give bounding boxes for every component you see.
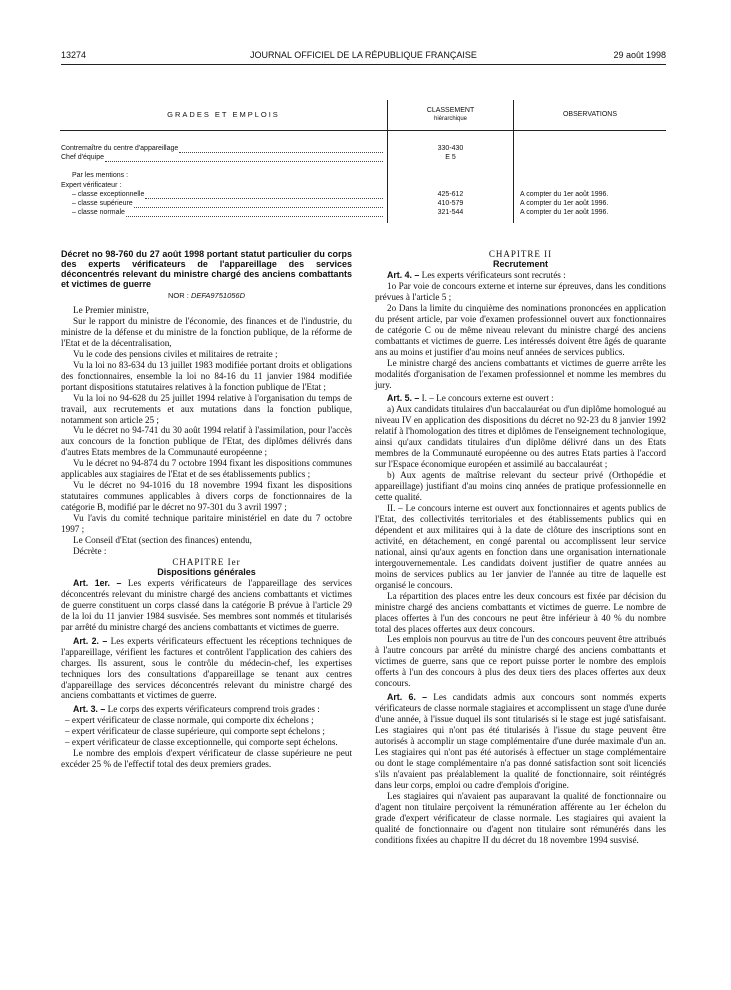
paragraph: Le ministre chargé des anciens combattants et victimes de guerre arrête les modalités d'organisation de l'examen professionnel et nomme les membres du jury. — [375, 357, 666, 390]
paragraph: Vu le code des pensions civiles et militaires de retraite ; — [73, 348, 278, 359]
chapter-heading: CHAPITRE II — [488, 249, 553, 259]
article-2: Art. 2. – Les experts vérificateurs effectuent les réceptions techniques de l'appareillage, vérifient les factures et contrôlent l'application des cahiers des charges. Ils assurent, sous le contrôle du médecin-chef, les expertises techniques lors des consultations d'appareillage se tenant aux centres d'appareillage des services déconcentrés relevant du ministre chargé des anciens combattants et victimes de guerre. — [61, 635, 352, 701]
paragraph: La répartition des places entre les deux concours est fixée par décision du ministre chargé des anciens combattants et victimes de guerre. Le nombre de places offertes à l'un des concours ne peut être inférieur à 40 % du nombre total des places offertes aux deux concours. — [375, 590, 666, 634]
grades-labels — [60, 131, 388, 224]
list-item: – expert vérificateur de classe exceptionnelle, qui comporte sept échelons. — [75, 737, 352, 748]
table-row-label: – classe exceptionnelle — [60, 190, 387, 199]
paragraph: Vu le décret no 94-874 du 7 octobre 1994 fixant les dispositions communes applicables aux stagiaires de l'Etat et de ses établissements publics ; — [61, 458, 352, 480]
paragraph: Le Conseil d'Etat (section des finances) entendu, — [73, 535, 252, 546]
nor-label: NOR : — [168, 291, 189, 300]
paragraph: 2o Dans la limite du cinquième des nominations prononcées en application du présent article, par voie d'examen professionnel ouvert aux fonctionnaires de catégorie C ou de même niveau relevant du ministre chargé des anciens combattants et victimes de guerre. Les intéressés doivent être âgés de quarante ans au moins et justifier d'au moins neuf années de services publics. — [375, 302, 666, 357]
paragraph: Sur le rapport du ministre de l'économie, des finances et de l'industrie, du ministre de la défense et du ministre de la fonction publique, de la réforme de l'Etat et de la décentralisation, — [61, 315, 352, 348]
header-rule — [61, 64, 666, 65]
col-header-grades: GRADES ET EMPLOIS — [60, 100, 388, 131]
table-row-class: 410-579 — [437, 199, 464, 207]
article-label: Art. 6. – — [387, 692, 428, 703]
paragraph: a) Aux candidats titulaires d'un baccalauréat ou d'un diplôme homologué au niveau IV en application des dispositions du décret no 92-23 du 8 janvier 1992 relatif à l'homologation des titres et diplômes de l'enseignement technologique, ainsi qu'aux candidats titulaires d'un diplôme délivré dans un des Etats membres de la Communauté européenne ou des autres Etats parties à l'accord sur l'Espace économique européen et assimilé au baccalauréat ; — [375, 404, 666, 470]
chapter-title: Recrutement — [492, 259, 548, 269]
article-label: Art. 1er. – — [73, 577, 122, 588]
paragraph: Le nombre des emplois d'expert vérificateur de classe supérieure ne peut excéder 25 % de l'effectif total des deux premiers grades. — [61, 748, 352, 770]
grades-classes — [388, 131, 514, 224]
table-row-class: 330-430 — [437, 145, 464, 152]
paragraph: Les stagiaires qui n'avaient pas auparavant la qualité de fonctionnaire ou d'agent non titulaire perçoivent la rémunération afférente au 1er échelon du grade d'expert vérificateur de classe normale. Les stagiaires qui avaient la qualité de fonctionnaire ou d'agent non titulaire sont rémunérés dans les conditions fixées au chapitre II du décret du 18 novembre 1994 susvisé. — [375, 790, 666, 845]
decree-title: Décret no 98-760 du 27 août 1998 portant statut particulier du corps des experts vérificateurs de l'appareillage des services déconcentrés relevant du ministre chargé des anciens combattants et victimes de guerre — [61, 249, 352, 289]
grades-table — [60, 100, 666, 223]
col-header-class-sub: hiérarchique — [433, 116, 468, 122]
table-row-label: – classe supérieure — [60, 199, 387, 208]
paragraph: Vu la loi no 83-634 du 13 juillet 1983 modifiée portant droits et obligations des fonctionnaires, ensemble la loi no 84-16 du 11 janvier 1984 modifiée portant dispositions statutaires relatives à la fonction publique de l'Etat ; — [61, 359, 352, 392]
article-6: Art. 6. – Les candidats admis aux concours sont nommés experts vérificateurs de classe normale stagiaires et accomplissent un stage d'une durée d'une année, à l'issue duquel ils sont titularisés si le stage est jugé satisfaisant. Les stagiaires qui n'ont pas été titularisés à l'issue du stage peuvent être autorisés à accomplir un stage complémentaire d'une durée maximale d'un an. Les stagiaires qui n'ont pas été autorisés à effectuer un stage complémentaire ou dont le stage complémentaire n'a pas donné satisfaction sont soit licenciés s'ils n'avaient pas préalablement la qualité de fonctionnaire, soit réintégrés dans leur corps, emploi ou cadre d'emplois d'origine. — [375, 692, 666, 790]
issue-date: 29 août 1998 — [613, 50, 666, 60]
col-header-class — [388, 100, 514, 131]
paragraph: Vu le décret no 94-1016 du 18 novembre 1994 fixant les dispositions statutaires communes applicables à divers corps de fonctionnaires de la catégorie B, modifié par le décret no 97-301 du 3 avril 1997 ; — [61, 480, 352, 513]
article-1: Art. 1er. – Les experts vérificateurs de l'appareillage des services déconcentrés relevant du ministre chargé des anciens combattants et victimes de guerre constituent un corps classé dans la catégorie B prévue à l'article 29 de la loi du 11 janvier 1984 susvisée. Ses membres sont nommés et titularisés par arrêté du ministre chargé des anciens combattants et victimes de guerre. — [61, 577, 352, 632]
table-row-obs: A compter du 1er août 1996. — [520, 209, 609, 217]
table-row-class: 321-544 — [437, 209, 464, 217]
article-label: Art. 3. – — [73, 704, 106, 715]
grades-observations — [514, 131, 667, 224]
grade-list — [61, 715, 352, 748]
article-4: Art. 4. – Les experts vérificateurs sont recrutés : — [387, 270, 566, 280]
right-column — [375, 249, 666, 846]
paragraph: 1o Par voie de concours externe et interne sur épreuves, dans les conditions prévues à l'article 5 ; — [375, 280, 666, 302]
table-row-class: E 5 — [445, 154, 456, 162]
paragraph: Vu le décret no 94-741 du 30 août 1994 relatif à l'assimilation, pour l'accès aux concours de la fonction publique de l'Etat, des diplômes délivrés dans d'autres Etats membres de la Communauté européenne ; — [61, 425, 352, 458]
table-row-label: Contremaître du centre d'appareillage — [60, 144, 387, 153]
page-header — [61, 50, 666, 64]
table-row-label: Chef d'équipe — [60, 153, 387, 162]
article-label: Art. 5. – — [387, 393, 420, 404]
paragraph: Les emplois non pourvus au titre de l'un des concours peuvent être attribués à l'autre concours par arrêté du ministre chargé des anciens combattants et victimes de guerre, sans que ce report puisse porter le nombre des emplois offerts à l'un des concours à plus des deux tiers des places offertes aux deux concours. — [375, 634, 666, 689]
article-label: Art. 4. – — [387, 270, 420, 280]
table-row-label: Expert vérificateur : — [61, 181, 122, 189]
list-item: – expert vérificateur de classe supérieure, qui comporte sept échelons ; — [75, 726, 352, 737]
paragraph: b) Aux agents de maîtrise relevant du secteur privé (Orthopédie et appareillage) justifiant d'au moins cinq années de pratique professionnelle en cette qualité. — [375, 470, 666, 503]
left-column — [61, 249, 352, 770]
paragraph: Vu la loi no 94-628 du 25 juillet 1994 relative à l'organisation du temps de travail, aux recrutements et aux mutations dans la fonction publique, notamment son article 25 ; — [61, 392, 352, 425]
table-row-class: 425-612 — [437, 190, 464, 198]
nor-reference — [61, 291, 352, 301]
paragraph: Le Premier ministre, — [73, 305, 149, 315]
paragraph: II. – Le concours interne est ouvert aux fonctionnaires et agents publics de l'Etat, des collectivités territoriales et des établissements publics qui en dépendent et aux militaires qui à la date de clôture des inscriptions sont en activité, en détachement, en congé parental ou accomplissent leur service national, ainsi qu'aux agents en fonction dans une organisation internationale intergouvernementale. Les candidats doivent justifier de quatre années au moins de services publics au 1er janvier de l'année au titre de laquelle est organisé le concours. — [375, 503, 666, 590]
article-label: Art. 2. – — [73, 635, 108, 646]
nor-value: DEFA9751056D — [190, 291, 245, 300]
journal-title: JOURNAL OFFICIEL DE LA RÉPUBLIQUE FRANÇAISE — [250, 50, 477, 60]
list-item: – expert vérificateur de classe normale, qui comporte dix échelons ; — [75, 715, 352, 726]
page-number: 13274 — [61, 50, 87, 60]
table-row-label: – classe normale — [60, 208, 387, 217]
table-row-obs: A compter du 1er août 1996. — [520, 199, 609, 207]
table-row-obs: A compter du 1er août 1996. — [520, 190, 609, 198]
table-row-label: Par les mentions : — [72, 172, 129, 180]
article-3: Art. 3. – Le corps des experts vérificateurs comprend trois grades : — [73, 704, 320, 715]
decrete: Décrète : — [73, 545, 107, 556]
col-header-class-main: CLASSEMENT — [426, 107, 475, 114]
article-5: Art. 5. – I. – Le concours externe est ouvert : — [387, 393, 554, 404]
col-header-obs: OBSERVATIONS — [514, 100, 667, 131]
chapter-heading: CHAPITRE Ier — [172, 556, 241, 567]
paragraph: Vu l'avis du comité technique paritaire ministériel en date du 7 octobre 1997 ; — [61, 513, 352, 535]
chapter-title: Dispositions générales — [157, 566, 256, 577]
